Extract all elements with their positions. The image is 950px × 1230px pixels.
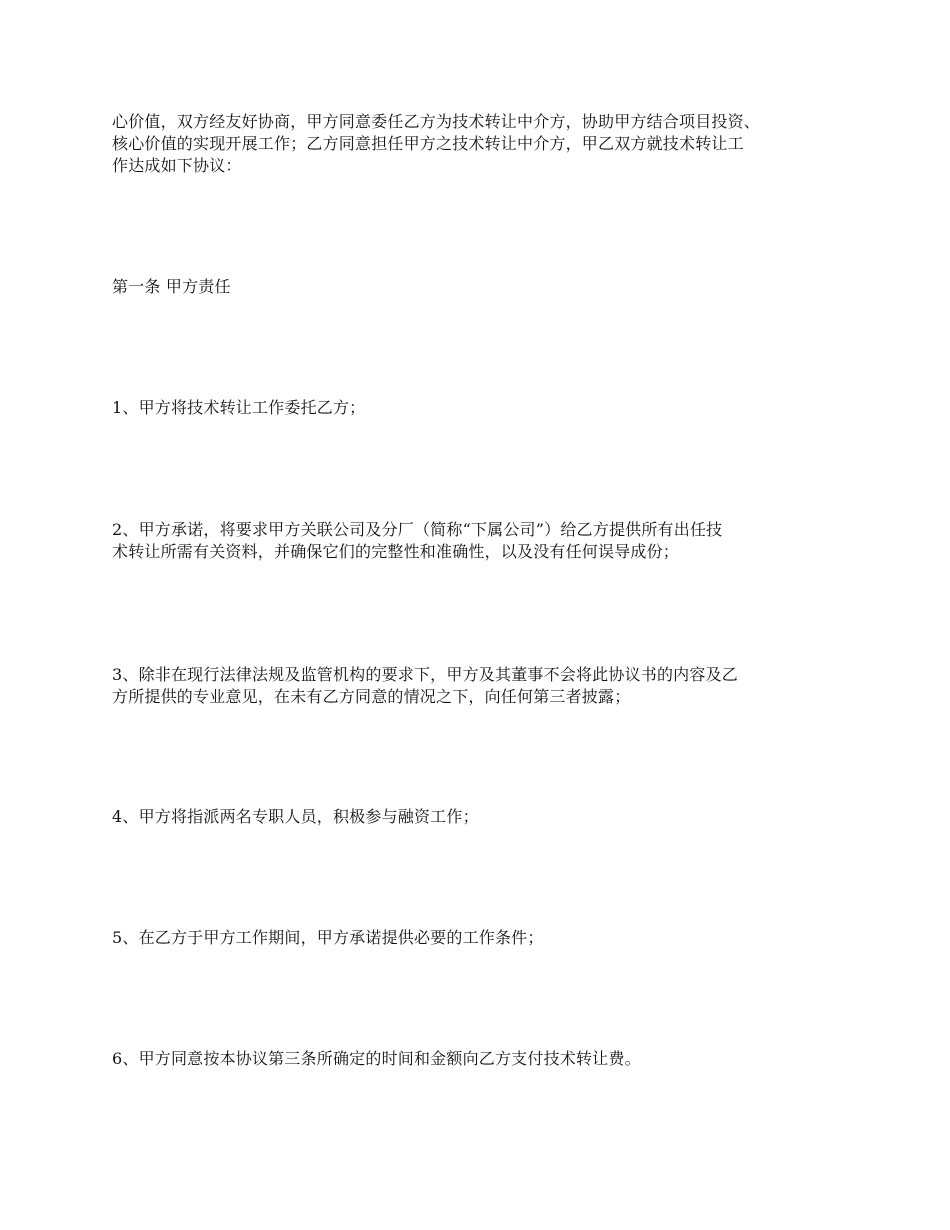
list-item-1-line-1: 1、甲方将技术转让工作委托乙方； xyxy=(112,398,366,417)
list-item-2-line-1: 2、甲方承诺，将要求甲方关联公司及分厂（简称“下属公司”）给乙方提供所有出任技 xyxy=(112,520,723,539)
list-item-6 xyxy=(112,1048,852,1070)
section-heading: 第一条 甲方责任 xyxy=(112,277,231,296)
list-item-4-line-1: 4、甲方将指派两名专职人员，积极参与融资工作； xyxy=(112,807,479,826)
intro-line-1: 心价值，双方经友好协商，甲方同意委任乙方为技术转让中介方，协助甲方结合项目投资、 xyxy=(112,112,761,131)
list-item-3-line-1: 3、除非在现行法律法规及监管机构的要求下，甲方及其董事不会将此协议书的内容及乙 xyxy=(112,665,738,684)
intro-line-2: 核心价值的实现开展工作；乙方同意担任甲方之技术转让中介方，甲乙双方就技术转让工 xyxy=(112,134,744,153)
list-item-3 xyxy=(112,664,852,708)
list-item-2-line-2: 术转让所需有关资料，并确保它们的完整性和准确性，以及没有任何误导成份； xyxy=(112,542,680,561)
intro-paragraph xyxy=(112,111,857,177)
list-item-5-line-1: 5、在乙方于甲方工作期间，甲方承诺提供必要的工作条件； xyxy=(112,928,544,947)
list-item-2 xyxy=(112,519,852,563)
list-item-3-line-2: 方所提供的专业意见，在未有乙方同意的情况之下，向任何第三者披露； xyxy=(112,687,631,706)
list-item-6-line-1: 6、甲方同意按本协议第三条所确定的时间和金额向乙方支付技术转让费。 xyxy=(112,1049,641,1068)
list-item-5 xyxy=(112,927,852,949)
list-item-4 xyxy=(112,806,852,828)
list-item-1 xyxy=(112,397,852,419)
intro-line-3: 作达成如下协议： xyxy=(112,156,242,175)
